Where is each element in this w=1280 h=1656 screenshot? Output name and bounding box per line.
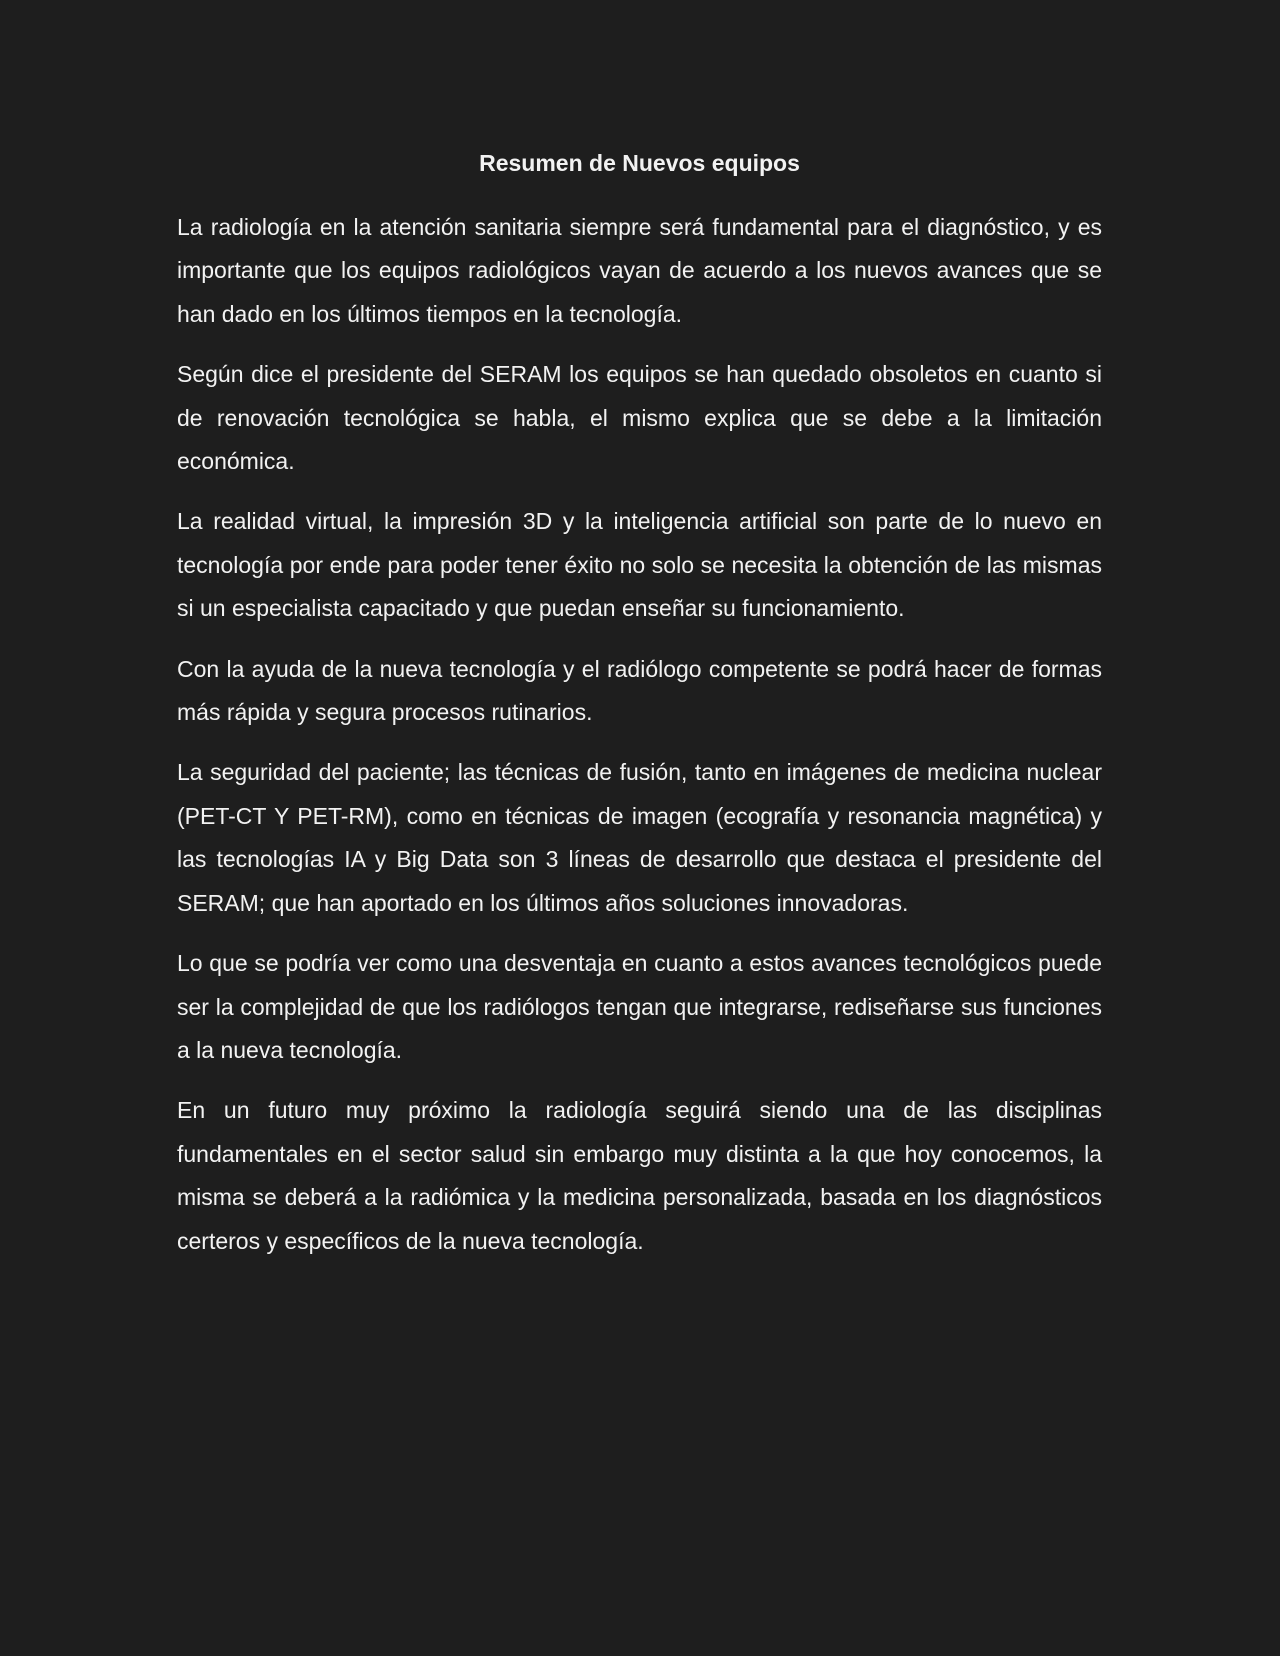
document-paragraph: La seguridad del paciente; las técnicas de fusión, tanto en imágenes de medicina nuclear (PET-CT Y PET-RM), como en técnicas de imagen (ecografía y resonancia magnética) y las tecnologías IA y Big Data son 3 líneas de desarrollo que destaca el presidente del SERAM; que han aportado en los últimos años soluciones innovadoras. [177, 759, 1102, 916]
document-paragraph: La radiología en la atención sanitaria siempre será fundamental para el diagnóstico, y es importante que los equipos radiológicos vayan de acuerdo a los nuevos avances que se han dado en los últimos tiempos en la tecnología. [177, 214, 1102, 327]
document-paragraph: Según dice el presidente del SERAM los equipos se han quedado obsoletos en cuanto si de renovación tecnológica se habla, el mismo explica que se debe a la limitación económica. [177, 361, 1102, 475]
document-page [177, 150, 1102, 1280]
document-paragraph: Lo que se podría ver como una desventaja en cuanto a estos avances tecnológicos puede ser la complejidad de que los radiólogos tengan que integrarse, rediseñarse sus funciones a la nueva tecnología. [177, 950, 1102, 1063]
document-paragraph: La realidad virtual, la impresión 3D y la inteligencia artificial son parte de lo nuevo en tecnología por ende para poder tener éxito no solo se necesita la obtención de las mismas si un especialista capacitado y que puedan enseñar su funcionamiento. [177, 508, 1102, 622]
document-paragraph: Con la ayuda de la nueva tecnología y el radiólogo competente se podrá hacer de formas más rápida y segura procesos rutinarios. [177, 655, 1102, 726]
document-title: Resumen de Nuevos equipos [479, 150, 800, 176]
document-paragraph: En un futuro muy próximo la radiología seguirá siendo una de las disciplinas fundamentales en el sector salud sin embargo muy distinta a la que hoy conocemos, la misma se deberá a la radiómica y la medicina personalizada, basada en los diagnósticos certeros y específicos de la nueva tecnología. [177, 1097, 1102, 1254]
